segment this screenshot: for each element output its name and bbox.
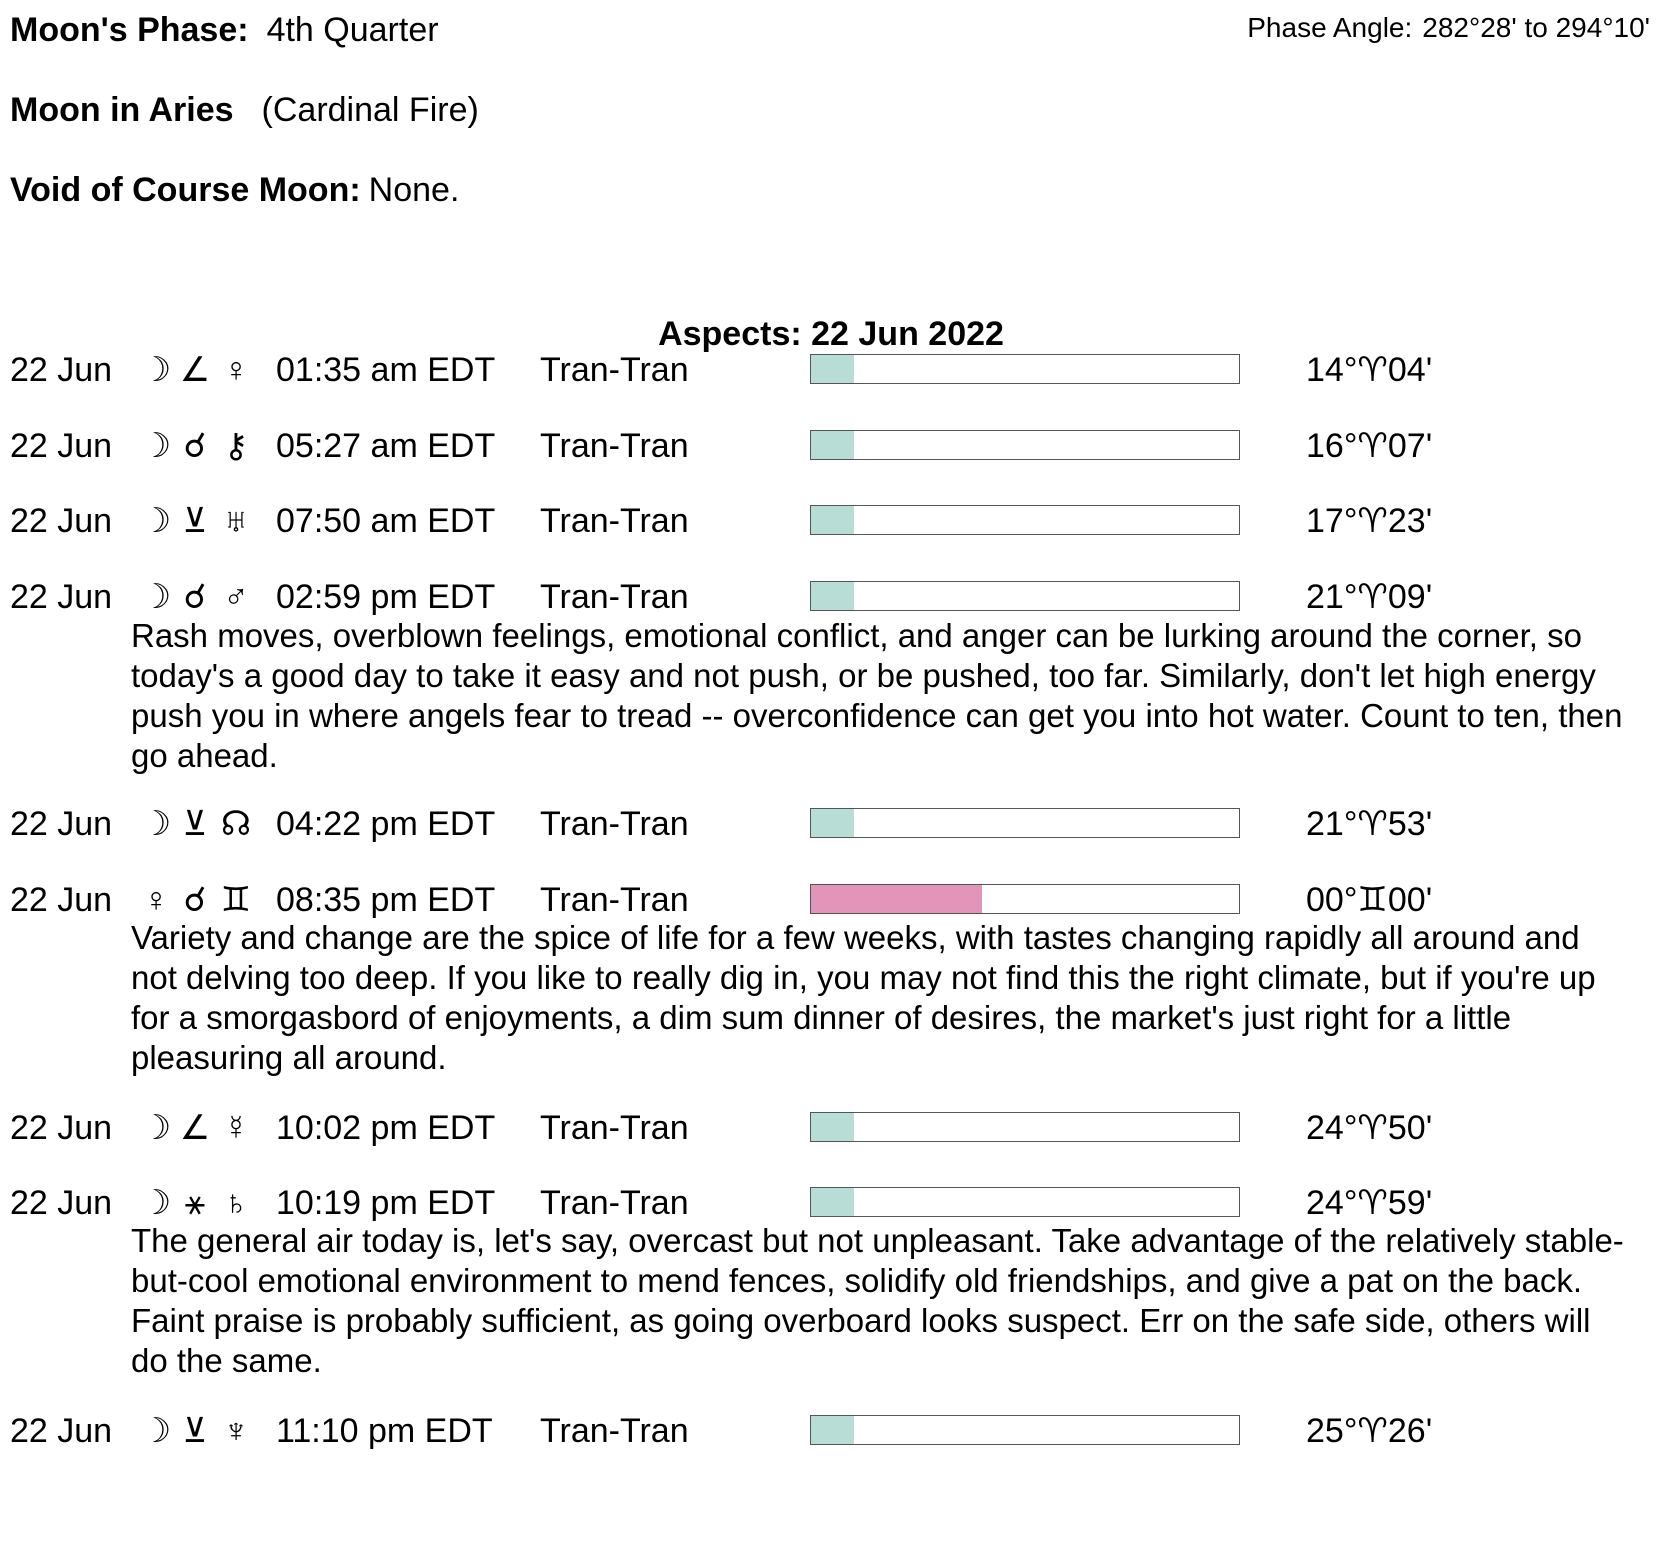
- aspect-strength-bar: [810, 505, 1240, 535]
- aspect-strength-fill: [811, 582, 854, 610]
- aspect-strength-bar: [810, 884, 1240, 914]
- aspect-time: 10:19 pm EDT: [276, 1184, 496, 1222]
- aspect-glyph: ⚹: [184, 1184, 206, 1222]
- aspect-row: [0, 348, 1662, 392]
- aspect-glyph: ☌: [183, 427, 207, 465]
- aspect-position: 24°♈59': [1306, 1184, 1433, 1222]
- aspect-row: [0, 1409, 1662, 1453]
- aspect-position: 21°♈09': [1306, 578, 1433, 616]
- aspect-glyph: ∠: [179, 1109, 211, 1147]
- aspect-strength-bar: [810, 808, 1240, 838]
- aspect-position: 25°♈26': [1306, 1412, 1433, 1450]
- aspect-time: 01:35 am EDT: [276, 351, 496, 389]
- aspects-title: Aspects: 22 Jun 2022: [658, 315, 1004, 353]
- aspect-date: 22 Jun: [10, 427, 113, 465]
- moon-phase-label: Moon's Phase:: [10, 11, 249, 49]
- aspect-strength-fill: [811, 809, 854, 837]
- planet-2-glyph: ♊: [220, 881, 252, 919]
- aspect-glyph: ⊻: [182, 1412, 208, 1450]
- aspect-type: Tran-Tran: [540, 427, 689, 465]
- aspect-row: [0, 802, 1662, 846]
- void-of-course-value: None.: [368, 171, 460, 209]
- aspect-position: 14°♈04': [1306, 351, 1433, 389]
- aspect-strength-bar: [810, 1187, 1240, 1217]
- aspect-description: Variety and change are the spice of life for a few weeks, with tastes changing rapidly all around and not delving too deep. If you like to really dig in, you may not find this the right climate, but if you're up for a smorgasbord of enjoyments, a dim sum dinner of desires, the market's just right for a little pleasuring all around.: [131, 919, 1596, 1076]
- planet-2-glyph: ♀: [223, 351, 249, 389]
- planet-1-glyph: ☽: [140, 1412, 172, 1450]
- aspect-type: Tran-Tran: [540, 351, 689, 389]
- aspect-row: [0, 1181, 1662, 1225]
- planet-1-glyph: ☽: [140, 1109, 172, 1147]
- aspect-strength-fill: [811, 1188, 854, 1216]
- aspect-row: [0, 878, 1662, 922]
- planet-1-glyph: ☽: [140, 1184, 172, 1222]
- planet-1-glyph: ☽: [140, 805, 172, 843]
- aspect-time: 08:35 pm EDT: [276, 881, 496, 919]
- aspect-type: Tran-Tran: [540, 1412, 689, 1450]
- aspect-time: 04:22 pm EDT: [276, 805, 496, 843]
- planet-2-glyph: ♄: [223, 1184, 249, 1222]
- aspect-strength-bar: [810, 1415, 1240, 1445]
- aspect-glyph: ⊻: [182, 502, 208, 540]
- planet-2-glyph: ♆: [223, 1412, 249, 1450]
- aspect-date: 22 Jun: [10, 578, 113, 616]
- planet-2-glyph: ☊: [220, 805, 252, 843]
- aspect-date: 22 Jun: [10, 1412, 113, 1450]
- aspect-strength-bar: [810, 354, 1240, 384]
- aspect-strength-fill: [811, 1113, 854, 1141]
- planet-2-glyph: ♅: [223, 502, 249, 540]
- aspect-date: 22 Jun: [10, 502, 113, 540]
- phase-angle-value: 282°28' to 294°10': [1422, 12, 1650, 43]
- aspect-row: [0, 575, 1662, 619]
- aspect-strength-fill: [811, 1416, 854, 1444]
- phase-angle-label: Phase Angle:: [1247, 12, 1413, 43]
- aspect-strength-fill: [811, 431, 854, 459]
- aspect-date: 22 Jun: [10, 1184, 113, 1222]
- aspect-type: Tran-Tran: [540, 1184, 689, 1222]
- aspect-description: Rash moves, overblown feelings, emotional conflict, and anger can be lurking around the corner, so today's a good day to take it easy and not push, or be pushed, too far. Similarly, don't let high energy push you in where angels fear to tread -- overconfidence can get you into hot water. Count to ten, then go ahead.: [131, 617, 1623, 774]
- aspect-glyph: ⊻: [182, 805, 208, 843]
- aspect-position: 00°♊00': [1306, 881, 1433, 919]
- planet-1-glyph: ☽: [140, 578, 172, 616]
- aspect-type: Tran-Tran: [540, 502, 689, 540]
- void-of-course-line: [10, 170, 459, 210]
- aspect-type: Tran-Tran: [540, 1109, 689, 1147]
- aspect-date: 22 Jun: [10, 351, 113, 389]
- planet-1-glyph: ☽: [140, 427, 172, 465]
- aspect-row: [0, 499, 1662, 543]
- aspect-strength-bar: [810, 430, 1240, 460]
- planet-2-glyph: ♂: [223, 578, 249, 616]
- aspect-glyph: ∠: [179, 351, 211, 389]
- moon-phase-line: [10, 10, 439, 50]
- planet-1-glyph: ☽: [140, 502, 172, 540]
- aspect-glyph: ☌: [183, 881, 207, 919]
- aspect-date: 22 Jun: [10, 805, 113, 843]
- planet-2-glyph: ⚷: [223, 427, 249, 465]
- aspect-date: 22 Jun: [10, 881, 113, 919]
- aspect-strength-bar: [810, 1112, 1240, 1142]
- aspect-type: Tran-Tran: [540, 578, 689, 616]
- planet-1-glyph: ☽: [140, 351, 172, 389]
- aspect-row: [0, 1106, 1662, 1150]
- phase-angle-line: [1247, 8, 1650, 48]
- aspect-time: 05:27 am EDT: [276, 427, 496, 465]
- aspect-strength-bar: [810, 581, 1240, 611]
- aspect-position: 16°♈07': [1306, 427, 1433, 465]
- aspect-strength-fill: [811, 355, 854, 383]
- planet-1-glyph: ♀: [143, 881, 169, 919]
- aspect-row: [0, 424, 1662, 468]
- aspect-glyph: ☌: [183, 578, 207, 616]
- aspect-position: 17°♈23': [1306, 502, 1433, 540]
- aspect-description: The general air today is, let's say, overcast but not unpleasant. Take advantage of the relatively stable-but-cool emotional environment to mend fences, solidify old friendships, and give a pat on the back. Faint praise is probably sufficient, as going overboard looks suspect. Err on the safe side, others will do the same.: [131, 1222, 1624, 1379]
- aspect-time: 07:50 am EDT: [276, 502, 496, 540]
- aspect-type: Tran-Tran: [540, 805, 689, 843]
- aspect-time: 10:02 pm EDT: [276, 1109, 496, 1147]
- aspect-strength-fill: [811, 506, 854, 534]
- moon-phase-value: 4th Quarter: [266, 11, 439, 49]
- aspect-position: 21°♈53': [1306, 805, 1433, 843]
- aspect-time: 02:59 pm EDT: [276, 578, 496, 616]
- aspect-date: 22 Jun: [10, 1109, 113, 1147]
- planet-2-glyph: ☿: [223, 1109, 249, 1147]
- aspect-position: 24°♈50': [1306, 1109, 1433, 1147]
- moon-sign-label: Moon in Aries: [10, 91, 234, 129]
- aspect-strength-fill: [811, 885, 982, 913]
- aspect-time: 11:10 pm EDT: [276, 1412, 493, 1450]
- void-of-course-label: Void of Course Moon:: [10, 171, 361, 209]
- moon-sign-line: [10, 90, 479, 130]
- moon-sign-element: (Cardinal Fire): [261, 91, 479, 129]
- aspect-type: Tran-Tran: [540, 881, 689, 919]
